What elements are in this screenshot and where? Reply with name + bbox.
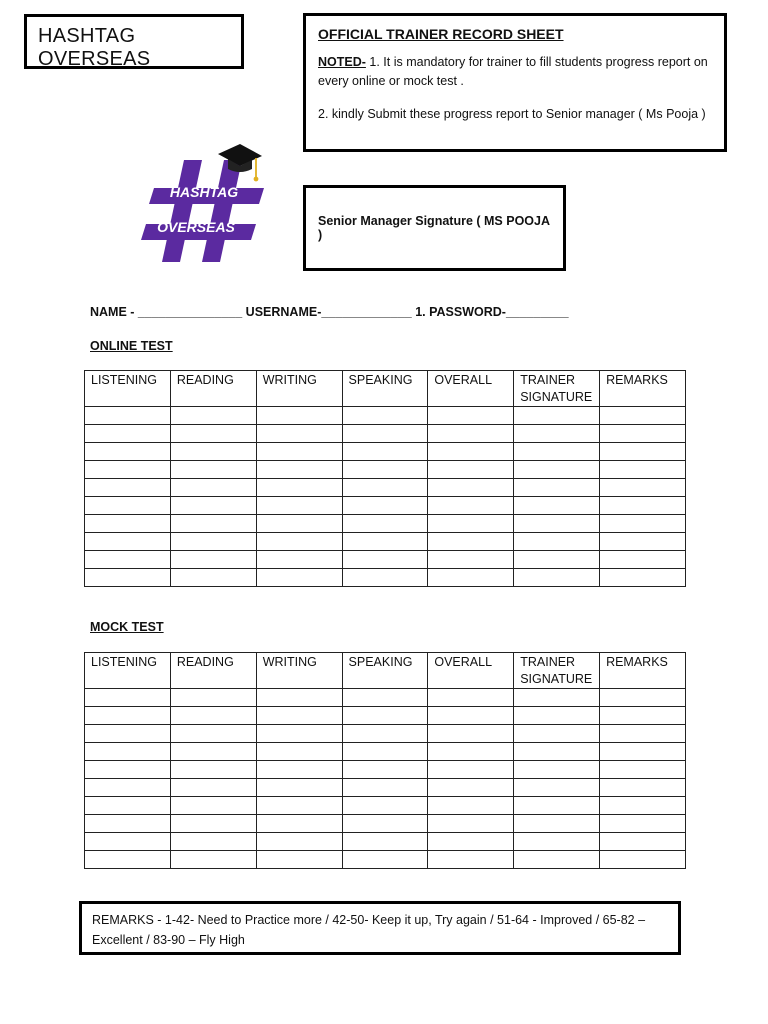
table-cell[interactable]	[342, 743, 428, 761]
brand-box	[24, 14, 244, 69]
table-cell[interactable]	[85, 797, 171, 815]
table-cell[interactable]	[170, 533, 256, 551]
table-cell[interactable]	[600, 761, 686, 779]
table-cell[interactable]	[256, 797, 342, 815]
table-cell[interactable]	[600, 743, 686, 761]
column-header: OVERALL	[428, 371, 514, 407]
table-cell[interactable]	[342, 725, 428, 743]
table-cell[interactable]	[600, 533, 686, 551]
table-row	[85, 407, 686, 425]
table-cell[interactable]	[428, 779, 514, 797]
table-cell[interactable]	[342, 497, 428, 515]
table-cell[interactable]	[514, 551, 600, 569]
table-row	[85, 515, 686, 533]
table-cell[interactable]	[600, 461, 686, 479]
table-cell[interactable]	[256, 725, 342, 743]
table-cell[interactable]	[600, 851, 686, 869]
student-fields-line: NAME - _______________ USERNAME-_____________ 1. PASSWORD-_________	[90, 305, 569, 319]
table-cell[interactable]	[428, 479, 514, 497]
table-cell[interactable]	[428, 461, 514, 479]
table-cell[interactable]	[170, 425, 256, 443]
table-cell[interactable]	[256, 443, 342, 461]
table-header-row	[85, 371, 686, 407]
signature-box	[303, 185, 566, 271]
table-cell[interactable]	[514, 779, 600, 797]
table-row	[85, 725, 686, 743]
table-cell[interactable]	[342, 461, 428, 479]
table-cell[interactable]	[85, 443, 171, 461]
notice-title: OFFICIAL TRAINER RECORD SHEET	[318, 26, 564, 42]
table-row	[85, 533, 686, 551]
table-cell[interactable]	[85, 461, 171, 479]
column-header: REMARKS	[600, 371, 686, 407]
table-cell[interactable]	[170, 761, 256, 779]
table-cell[interactable]	[85, 497, 171, 515]
table-cell[interactable]	[170, 515, 256, 533]
signature-label: Senior Manager Signature ( MS POOJA )	[318, 214, 550, 242]
table-cell[interactable]	[428, 707, 514, 725]
table-row	[85, 833, 686, 851]
table-cell[interactable]	[600, 833, 686, 851]
table-cell[interactable]	[342, 551, 428, 569]
column-header: LISTENING	[85, 653, 171, 689]
table-cell[interactable]	[342, 761, 428, 779]
table-cell[interactable]	[514, 461, 600, 479]
table-cell[interactable]	[256, 515, 342, 533]
table-cell[interactable]	[256, 497, 342, 515]
table-cell[interactable]	[514, 743, 600, 761]
hash-symbol	[141, 160, 264, 262]
table-row	[85, 797, 686, 815]
table-cell[interactable]	[342, 569, 428, 587]
remarks-box	[79, 901, 681, 955]
logo-word-1: HASHTAG	[169, 184, 239, 200]
table-cell[interactable]	[342, 407, 428, 425]
notice-box	[303, 13, 727, 152]
table-cell[interactable]	[85, 815, 171, 833]
table-cell[interactable]	[170, 707, 256, 725]
table-cell[interactable]	[342, 479, 428, 497]
online-test-title: ONLINE TEST	[90, 339, 173, 353]
table-cell[interactable]	[256, 815, 342, 833]
table-cell[interactable]	[600, 425, 686, 443]
table-cell[interactable]	[514, 851, 600, 869]
table-cell[interactable]	[342, 515, 428, 533]
column-header: SPEAKING	[342, 653, 428, 689]
table-cell[interactable]	[600, 479, 686, 497]
table-cell[interactable]	[85, 479, 171, 497]
table-cell[interactable]	[428, 407, 514, 425]
table-cell[interactable]	[600, 689, 686, 707]
table-cell[interactable]	[514, 515, 600, 533]
table-cell[interactable]	[342, 797, 428, 815]
table-cell[interactable]	[342, 779, 428, 797]
table-cell[interactable]	[514, 533, 600, 551]
table-cell[interactable]	[600, 515, 686, 533]
table-cell[interactable]	[342, 851, 428, 869]
table-cell[interactable]	[170, 407, 256, 425]
table-cell[interactable]	[85, 833, 171, 851]
table-cell[interactable]	[85, 689, 171, 707]
table-cell[interactable]	[256, 761, 342, 779]
hashtag-overseas-logo	[140, 138, 270, 266]
remarks-text: REMARKS - 1-42- Need to Practice more / 42-50- Keep it up, Try again / 51-64 - Improved / 65-82 – Excellent / 83-90 – Fly High	[92, 913, 646, 947]
table-cell[interactable]	[514, 425, 600, 443]
table-cell[interactable]	[256, 743, 342, 761]
table-cell[interactable]	[256, 569, 342, 587]
table-row	[85, 443, 686, 461]
table-cell[interactable]	[428, 497, 514, 515]
table-row	[85, 743, 686, 761]
table-row	[85, 851, 686, 869]
table-cell[interactable]	[428, 533, 514, 551]
table-cell[interactable]	[428, 569, 514, 587]
column-header: READING	[170, 371, 256, 407]
notice-line-2: 2. kindly Submit these progress report to Senior manager ( Ms Pooja )	[318, 107, 706, 121]
table-cell[interactable]	[85, 551, 171, 569]
table-cell[interactable]	[514, 407, 600, 425]
table-cell[interactable]	[514, 725, 600, 743]
table-cell[interactable]	[170, 497, 256, 515]
table-cell[interactable]	[256, 779, 342, 797]
table-cell[interactable]	[600, 707, 686, 725]
table-cell[interactable]	[256, 407, 342, 425]
column-header: WRITING	[256, 371, 342, 407]
table-row	[85, 461, 686, 479]
table-cell[interactable]	[342, 425, 428, 443]
table-cell[interactable]	[170, 797, 256, 815]
table-cell[interactable]	[428, 425, 514, 443]
table-row	[85, 425, 686, 443]
noted-label: NOTED-	[318, 55, 366, 69]
table-cell[interactable]	[85, 851, 171, 869]
table-header-row	[85, 653, 686, 689]
column-header: OVERALL	[428, 653, 514, 689]
table-cell[interactable]	[428, 815, 514, 833]
table-cell[interactable]	[514, 569, 600, 587]
table-cell[interactable]	[170, 833, 256, 851]
table-cell[interactable]	[600, 443, 686, 461]
table-cell[interactable]	[256, 461, 342, 479]
table-cell[interactable]	[428, 551, 514, 569]
column-header: WRITING	[256, 653, 342, 689]
column-header: TRAINER SIGNATURE	[514, 371, 600, 407]
table-cell[interactable]	[514, 797, 600, 815]
table-cell[interactable]	[170, 851, 256, 869]
table-row	[85, 497, 686, 515]
table-cell[interactable]	[170, 551, 256, 569]
table-cell[interactable]	[342, 815, 428, 833]
table-cell[interactable]	[428, 761, 514, 779]
table-cell[interactable]	[256, 425, 342, 443]
table-cell[interactable]	[600, 407, 686, 425]
table-cell[interactable]	[514, 689, 600, 707]
table-cell[interactable]	[170, 461, 256, 479]
table-cell[interactable]	[85, 779, 171, 797]
table-cell[interactable]	[170, 689, 256, 707]
logo-word-2: OVERSEAS	[157, 219, 235, 235]
table-cell[interactable]	[85, 761, 171, 779]
table-cell[interactable]	[514, 761, 600, 779]
table-cell[interactable]	[342, 533, 428, 551]
table-cell[interactable]	[428, 851, 514, 869]
table-cell[interactable]	[256, 851, 342, 869]
table-cell[interactable]	[170, 779, 256, 797]
table-cell[interactable]	[170, 743, 256, 761]
table-cell[interactable]	[85, 743, 171, 761]
table-cell[interactable]	[85, 707, 171, 725]
table-cell[interactable]	[170, 815, 256, 833]
table-row	[85, 761, 686, 779]
table-cell[interactable]	[256, 833, 342, 851]
notice-line-1-text: 1. It is mandatory for trainer to fill students progress report on every online or mock test .	[318, 55, 708, 88]
table-row	[85, 779, 686, 797]
table-cell[interactable]	[256, 689, 342, 707]
table-cell[interactable]	[85, 725, 171, 743]
table-cell[interactable]	[428, 797, 514, 815]
table-cell[interactable]	[514, 833, 600, 851]
table-cell[interactable]	[514, 479, 600, 497]
table-cell[interactable]	[514, 815, 600, 833]
mock-test-table	[84, 652, 686, 869]
table-cell[interactable]	[428, 443, 514, 461]
table-cell[interactable]	[600, 551, 686, 569]
table-row	[85, 707, 686, 725]
table-cell[interactable]	[342, 443, 428, 461]
table-cell[interactable]	[170, 479, 256, 497]
table-cell[interactable]	[170, 569, 256, 587]
table-cell[interactable]	[600, 797, 686, 815]
table-cell[interactable]	[600, 569, 686, 587]
table-row	[85, 551, 686, 569]
online-test-table	[84, 370, 686, 587]
table-cell[interactable]	[514, 443, 600, 461]
table-cell[interactable]	[85, 407, 171, 425]
table-cell[interactable]	[600, 779, 686, 797]
table-cell[interactable]	[428, 689, 514, 707]
table-cell[interactable]	[256, 551, 342, 569]
mock-test-title: MOCK TEST	[90, 620, 164, 634]
table-cell[interactable]	[85, 533, 171, 551]
table-row	[85, 569, 686, 587]
column-header: TRAINER SIGNATURE	[514, 653, 600, 689]
brand-name: HASHTAG OVERSEAS	[38, 25, 151, 70]
table-row	[85, 689, 686, 707]
table-cell[interactable]	[342, 689, 428, 707]
column-header: LISTENING	[85, 371, 171, 407]
table-row	[85, 479, 686, 497]
table-cell[interactable]	[342, 833, 428, 851]
table-cell[interactable]	[514, 497, 600, 515]
table-cell[interactable]	[600, 497, 686, 515]
table-cell[interactable]	[428, 515, 514, 533]
table-cell[interactable]	[170, 443, 256, 461]
table-cell[interactable]	[600, 815, 686, 833]
table-cell[interactable]	[85, 515, 171, 533]
column-header: REMARKS	[600, 653, 686, 689]
table-cell[interactable]	[428, 743, 514, 761]
column-header: READING	[170, 653, 256, 689]
table-cell[interactable]	[256, 533, 342, 551]
table-cell[interactable]	[342, 707, 428, 725]
table-cell[interactable]	[170, 725, 256, 743]
column-header: SPEAKING	[342, 371, 428, 407]
table-cell[interactable]	[428, 833, 514, 851]
table-cell[interactable]	[256, 479, 342, 497]
table-cell[interactable]	[85, 569, 171, 587]
table-row	[85, 815, 686, 833]
table-cell[interactable]	[514, 707, 600, 725]
table-cell[interactable]	[428, 725, 514, 743]
table-cell[interactable]	[600, 725, 686, 743]
table-cell[interactable]	[85, 425, 171, 443]
table-cell[interactable]	[256, 707, 342, 725]
notice-line-1	[318, 53, 712, 91]
